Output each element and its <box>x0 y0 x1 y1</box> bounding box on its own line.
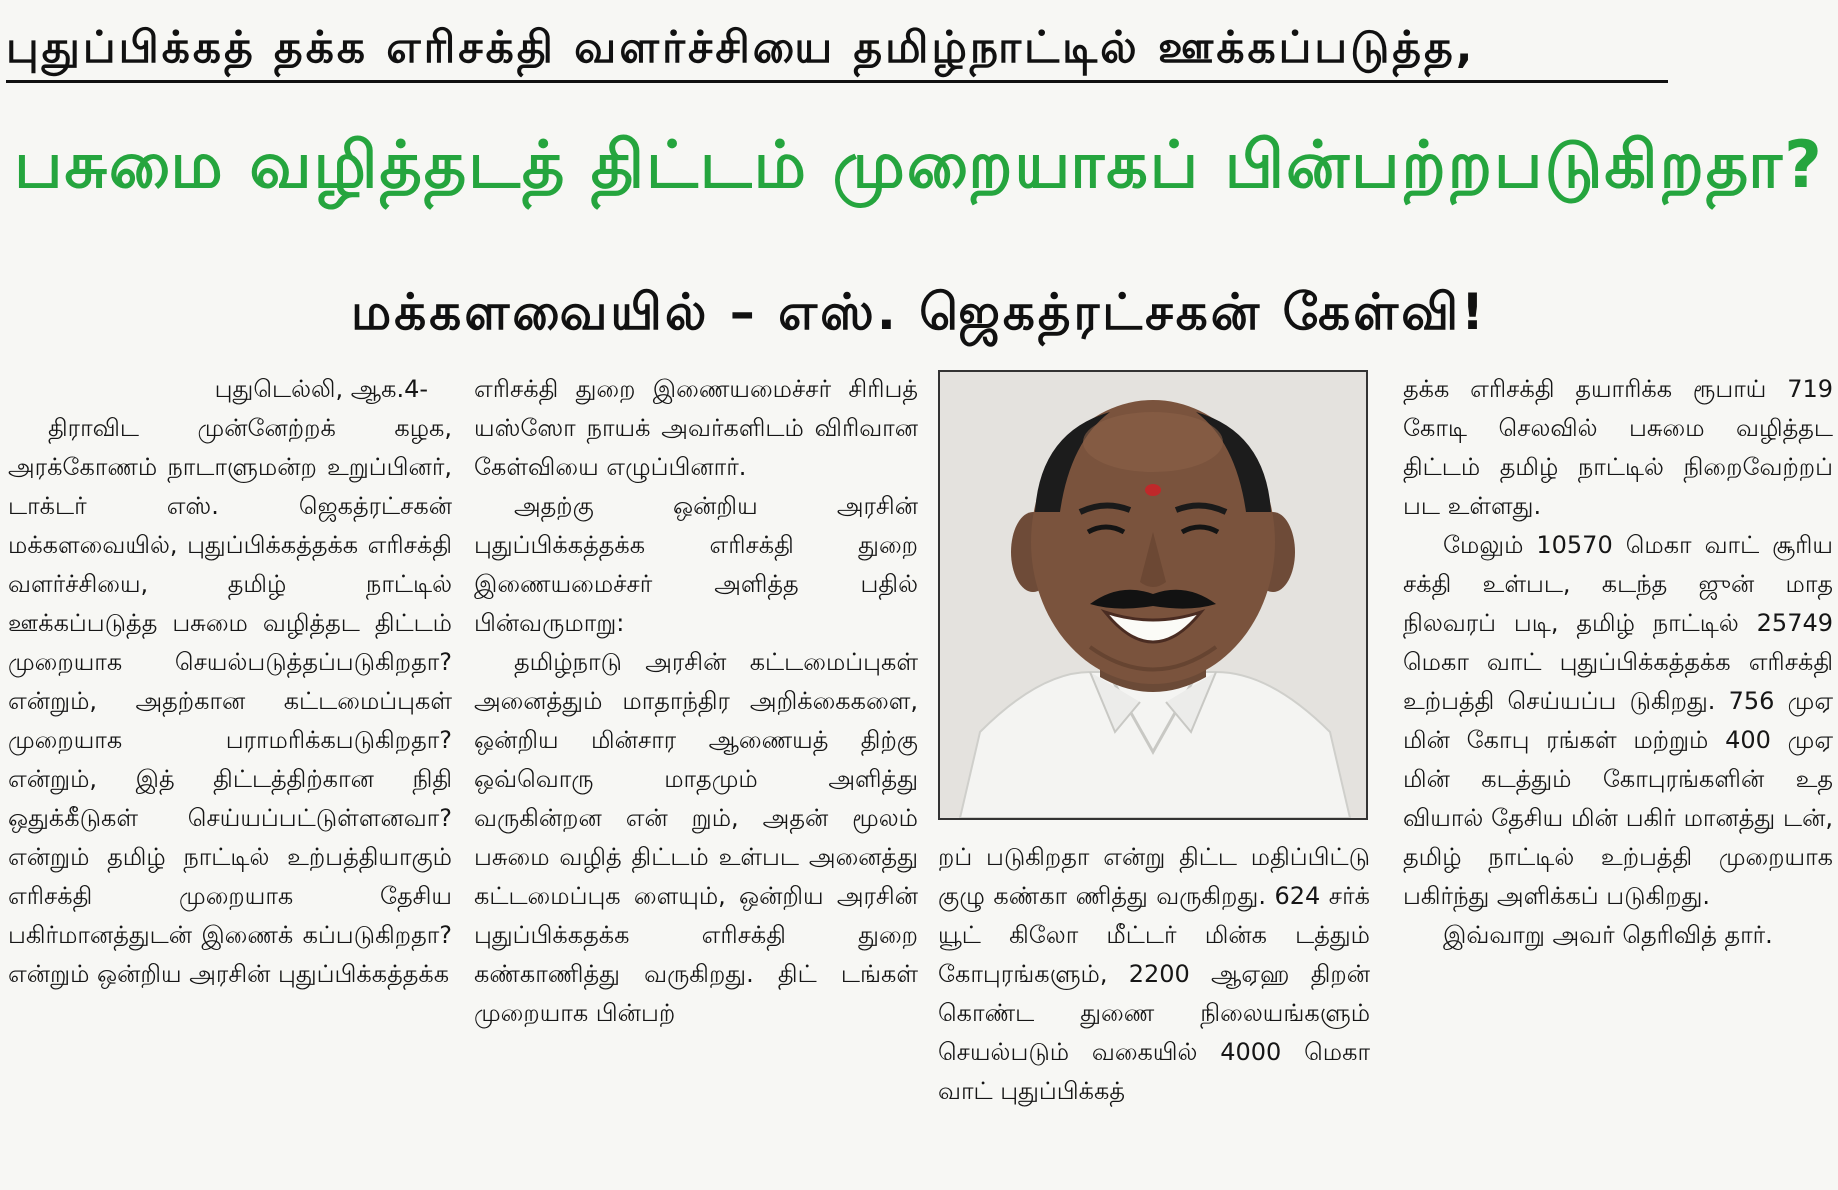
article-column-3 <box>938 838 1370 1186</box>
paragraph: மேலும் 10570 மெகா வாட் சூரிய சக்தி உள்பட, கடந்த ஜுன் மாத நிலவரப் படி, தமிழ் நாட்டில் 25749 மெகா வாட் புதுப்பிக்கத்தக்க எரிசக்தி உற்பத்தி செய்யப்ப டுகிறது. 756 முஏ மின் கோபு ரங்கள் மற்றும் 400 முஏ மின் கடத்தும் கோபுரங்களின் உத வியால் தேசிய மின் பகிர் மானத்து டன், தமிழ் நாட்டில் உற்பத்தி முறையாக பகிர்ந்து அளிக்கப் படுகிறது. <box>1403 531 1833 910</box>
paragraph: தமிழ்நாடு அரசின் கட்டமைப்புகள் அனைத்தும் மாதாந்திர அறிக்கைகளை, ஒன்றிய மின்சார ஆணையத் திற்கு ஒவ்வொரு மாதமும் அளித்து வருகின்றன என் றும், அதன் மூலம் பசுமை வழித் திட்டம் உள்பட அனைத்து கட்டமைப்புக ளையும், ஒன்றிய அரசின் புதுப்பிக்கதக்க எரிசக்தி துறை கண்காணித்து வருகிறது. திட் டங்கள் முறையாக பின்பற் <box>474 648 918 1027</box>
dateline: புதுடெல்லி, ஆக.4- <box>214 375 428 403</box>
main-headline: பசுமை வழித்தடத் திட்டம் முறையாகப் பின்பற்றபடுகிறதா? <box>14 128 1824 203</box>
paragraph: திராவிட முன்னேற்றக் கழக, அரக்கோணம் நாடாளுமன்ற உறுப்பினர், டாக்டர் எஸ். ஜெகத்ரட்சகன் மக்களவையில், புதுப்பிக்கத்தக்க எரிசக்தி வளர்ச்சியை, தமிழ் நாட்டில் ஊக்கப்படுத்த பசுமை வழித்தட திட்டம் முறையாக செயல்படுத்தப்படுகிறதா? என்றும், அதற்கான கட்டமைப்புகள் முறையாக பராமரிக்கபடுகிறதா? என்றும், இத் திட்டத்திற்கான நிதி ஒதுக்கீடுகள் செய்யப்பட்டுள்ளனவா? என்றும் தமிழ் நாட்டில் உற்பத்தியாகும் எரிசக்தி முறையாக தேசிய பகிர்மானத்துடன் இணைக் கப்படுகிறதா? என்றும் ஒன்றிய அரசின் புதுப்பிக்கத்தக்க <box>8 414 452 988</box>
paragraph: அதற்கு ஒன்றிய அரசின் புதுப்பிக்கத்தக்க எரிசக்தி துறை இணையமைச்சர் அளித்த பதில் பின்வருமாறு: <box>474 492 918 637</box>
paragraph: தக்க எரிசக்தி தயாரிக்க ரூபாய் 719 கோடி செலவில் பசுமை வழித்தட திட்டம் தமிழ் நாட்டில் நிறைவேற்றப் பட உள்ளது. <box>1403 375 1833 520</box>
paragraph: றப் படுகிறதா என்று திட்ட மதிப்பிட்டு குழு கண்கா ணித்து வருகிறது. 624 சர்க் யூட் கிலோ மீட்டர் மின்க டத்தும் கோபுரங்களும், 2200 ஆஏஹ திறன் கொண்ட துணை நிலையங்களும் செயல்படும் வகையில் 4000 மெகா வாட் புதுப்பிக்கத் <box>938 843 1370 1105</box>
article-column-4 <box>1403 370 1833 1186</box>
article-column-2 <box>474 370 918 1186</box>
paragraph: இவ்வாறு அவர் தெரிவித் தார். <box>1443 921 1773 949</box>
paragraph: எரிசக்தி துறை இணையமைச்சர் சிரிபத் யஸ்ஸோ நாயக் அவர்களிடம் விரிவான கேள்வியை எழுப்பினார். <box>474 375 918 481</box>
article-column-1 <box>8 370 452 1186</box>
portrait-illustration <box>940 372 1366 818</box>
kicker-headline: புதுப்பிக்கத் தக்க எரிசக்தி வளர்ச்சியை தமிழ்நாட்டில் ஊக்கப்படுத்த, <box>6 18 1668 83</box>
portrait-photo <box>938 370 1368 820</box>
sub-headline: மக்களவையில் – எஸ். ஜெகத்ரட்சகன் கேள்வி! <box>351 283 1487 341</box>
